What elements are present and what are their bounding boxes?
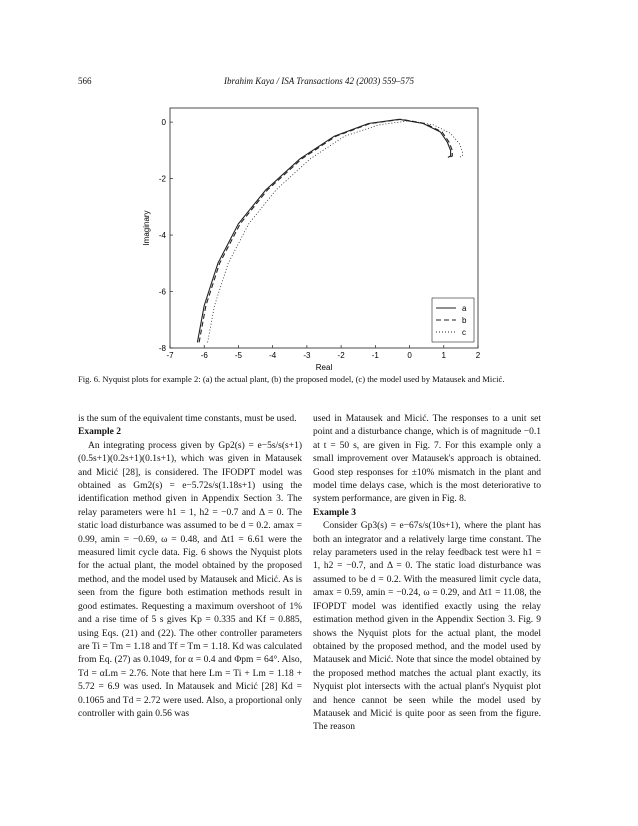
y-tick-label: 0 [161, 118, 166, 128]
y-tick-label: -6 [158, 287, 166, 297]
x-tick-label: -4 [269, 351, 277, 360]
y-tick-label: -2 [158, 174, 166, 184]
x-tick-label: -5 [234, 351, 243, 360]
series-b-line [199, 119, 452, 342]
y-tick-label: -8 [158, 344, 166, 353]
left-paragraph-1: is the sum of the equivalent time constants, must be used. [78, 414, 297, 424]
series-a-line [197, 119, 450, 342]
running-header [78, 76, 560, 90]
x-tick-label: -1 [371, 351, 379, 360]
x-tick-label: -3 [303, 351, 311, 360]
nyquist-plot [140, 100, 490, 372]
example-3-heading: Example 3 [313, 507, 357, 518]
right-column [313, 413, 541, 735]
x-tick-label: -2 [337, 351, 345, 360]
example-2-heading: Example 2 [78, 427, 122, 438]
legend-label-a: a [462, 304, 467, 313]
right-paragraph-2: Consider Gp3(s) = e−67s/s(10s+1), where the plant has both an integrator and a relatively large time constant. The relay parameters used in the relay feedback test were h1 = 1, h2 = −0.7, and Δ = 0. The static load disturbance was assumed to be d = 0.2. With the measured limit cycle data, amax = 0.59, amin = −0.24, ω = 0.29, and Δt1 = 11.08, the IFOPDT model was identified exactly using the relay estimation method given in the Appendix Section 3. Fig. 9 shows the Nyquist plots for the actual plant, the model obtained by the proposed method, and the model used by Matausek and Micić. Note that since the model obtained by the proposed method matches the actual plant exactly, its Nyquist plot intersects with the actual plant's Nyquist plot and hence cannot be seen while the model used by Matausek and Micić is quite poor as seen from the figure. The reason [313, 521, 541, 733]
left-column [78, 413, 302, 721]
journal-reference: Ibrahim Kaya / ISA Transactions 42 (2003) 559–575 [223, 76, 415, 86]
legend-label-b: b [462, 316, 467, 325]
right-paragraph-1: used in Matausek and Micić. The responses to a unit set point and a disturbance change, which is of magnitude −0.1 at t = 50 s, are given in Fig. 7. For this example only a small improvement over Matausek's approach is obtained. Good step responses for ±10% mismatch in the plant and model time delays case, which is the most deteriorative to system performance, are given in Fig. 8. [313, 414, 541, 505]
x-tick-label: 0 [407, 351, 412, 360]
series-c-line [208, 121, 463, 343]
x-tick-label: 1 [441, 351, 447, 360]
x-tick-label: -7 [166, 351, 174, 360]
left-paragraph-2: An integrating process given by Gp2(s) = e−5s/s(s+1)(0.5s+1)(0.2s+1)(0.1s+1), which was given in Matausek and Micić [28], is considered. The IFODPT model was obtained as Gm2(s) = e−5.72s/s(1.18s+1) using the identification method given in Appendix Section 3. The relay parameters were h1 = 1, h2 = −0.7 and Δ = 0. The static load disturbance was assumed to be d = 0.2. amax = 0.99, amin = −0.69, ω = 0.48, and Δt1 = 6.61 were the measured limit cycle data. Fig. 6 shows the Nyquist plots for the actual plant, the model obtained by the proposed method, and the model used by Matausek and Micić. As is seen from the figure both estimation methods result in good estimates. Requesting a maximum overshoot of 1% and a rise time of 5 s gives Kp = 0.335 and Kf = 0.885, using Eqs. (21) and (22). The other controller parameters are Ti = Tm = 1.18 and Tf = Tm = 1.18. Kd was calculated from Eq. (27) as 0.1049, for α = 0.4 and Φpm = 64°. Also, Td = αLm = 2.76. Note that here Lm = Ti + Lm = 1.18 + 5.72 = 6.9 was used. In Matausek and Micić [28] Kd = 0.1065 and Td = 2.72 were used. Also, a proportional only controller with gain 0.56 was [78, 440, 302, 719]
y-tick-label: -4 [158, 231, 166, 241]
legend-label-c: c [462, 328, 466, 337]
x-tick-label: 2 [475, 351, 481, 360]
figure-caption: Fig. 6. Nyquist plots for example 2: (a) the actual plant, (b) the proposed model, (c) the model used by Matausek and Micić. [78, 374, 505, 384]
x-tick-label: -6 [200, 351, 208, 360]
x-axis-label: Real [315, 363, 333, 372]
y-axis-label: Imaginary [142, 210, 151, 246]
page-number: 566 [78, 76, 92, 86]
